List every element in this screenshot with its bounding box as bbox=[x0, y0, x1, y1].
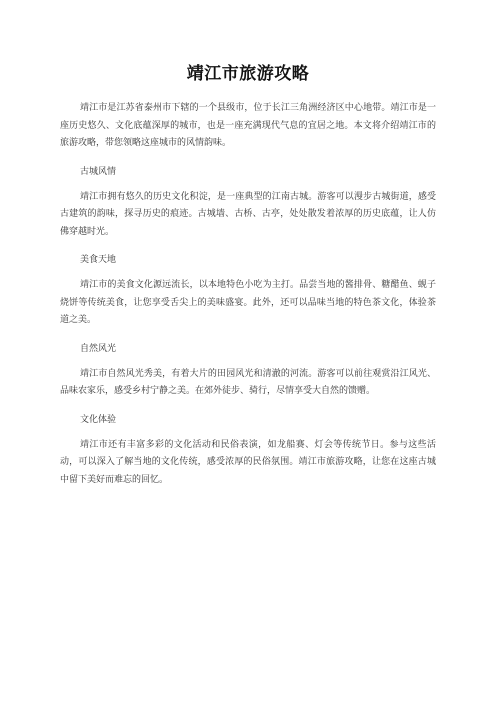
section-heading: 古城风情 bbox=[80, 166, 117, 177]
section-heading: 美食天地 bbox=[80, 255, 117, 265]
section-paragraph: 靖江市还有丰富多彩的文化活动和民俗表演，如龙船赛、灯会等传统节日。参与这些活动，可以深入了解当地的文化传统，感受浓厚的民俗氛围。靖江市旅游攻略，让您在这座古城中留下美好而难忘的回忆。 bbox=[60, 439, 436, 485]
section-paragraph: 靖江市自然风光秀美，有着大片的田园风光和清澈的河流。游客可以前往观赏沿江风光、品味农家乐，感受乡村宁静之美。在郊外徒步、骑行，尽情享受大自然的馈赠。 bbox=[60, 368, 436, 396]
section-culture bbox=[60, 413, 436, 490]
section-paragraph: 靖江市拥有悠久的历史文化积淀，是一座典型的江南古城。游客可以漫步古城街道，感受古建筑的韵味，探寻历史的痕迹。古城墙、古桥、古亭，处处散发着浓厚的历史底蕴，让人仿佛穿越时光。 bbox=[60, 191, 436, 237]
section-ancient-city bbox=[60, 165, 436, 242]
section-food bbox=[60, 253, 436, 330]
document-title: 靖江市旅游攻略 bbox=[186, 64, 310, 84]
section-heading: 自然风光 bbox=[80, 343, 117, 354]
section-nature bbox=[60, 342, 436, 401]
section-heading: 文化体验 bbox=[80, 414, 117, 425]
intro-paragraph: 靖江市是江苏省泰州市下辖的一个县级市，位于长江三角洲经济区中心地带。靖江市是一座历史悠久、文化底蕴深厚的城市，也是一座充满现代气息的宜居之地。本文将介绍靖江市的旅游攻略，带您领略这座城市的风情韵味。 bbox=[60, 103, 436, 148]
section-paragraph: 靖江市的美食文化源远流长，以本地特色小吃为主打。品尝当地的酱排骨、糖醋鱼、蚬子烧饼等传统美食，让您享受舌尖上的美味盛宴。此外，还可以品味当地的特色茶文化，体验茶道之美。 bbox=[60, 280, 436, 325]
